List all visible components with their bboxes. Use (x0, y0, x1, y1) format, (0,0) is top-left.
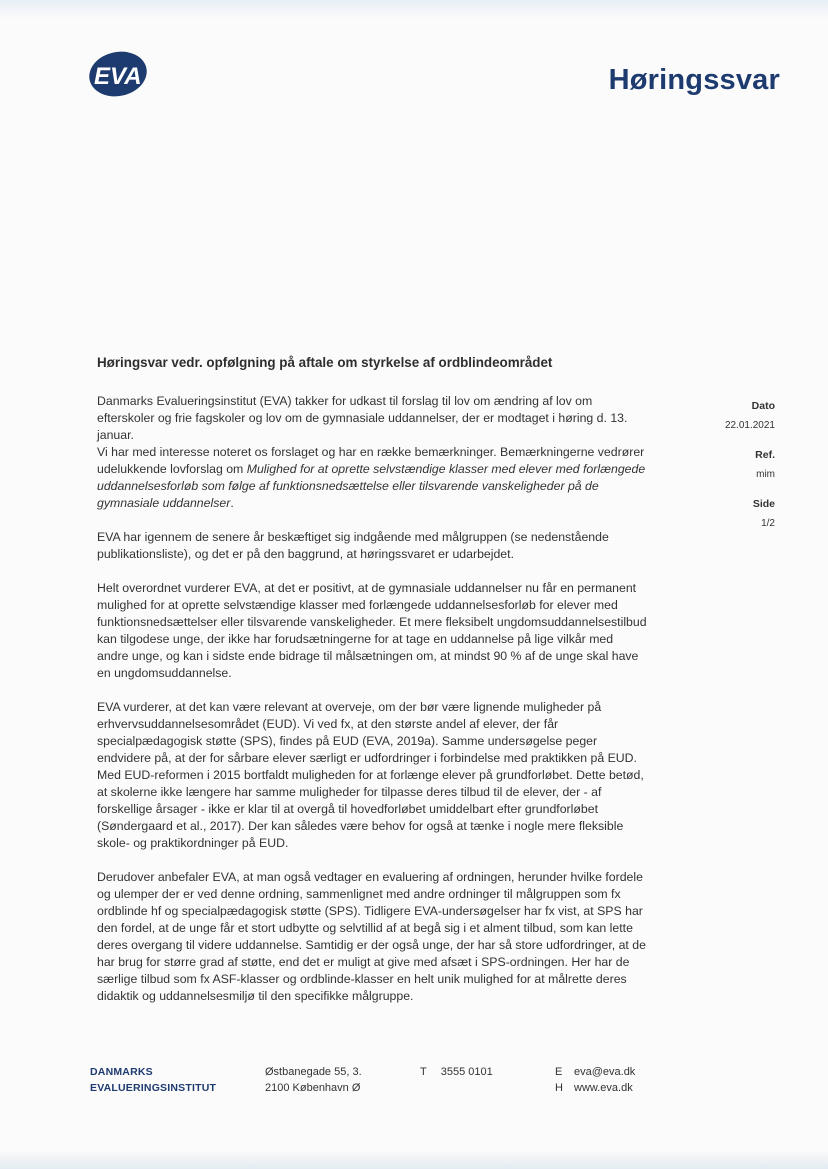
date-value: 22.01.2021 (724, 420, 775, 431)
web-key: H (555, 1082, 563, 1094)
document-type-title: Høringssvar (608, 64, 780, 96)
subject-heading: Høringsvar vedr. opfølgning på aftale om styrkelse af ordblindeområdet (97, 355, 553, 370)
letter-body (97, 393, 647, 1022)
email-key: E (555, 1066, 563, 1078)
paragraph-eud: EVA vurderer, at det kan være relevant at overveje, om der bør være lignende muligheder på erhvervsuddannelsesområdet (EUD). Vi ved fx, at den største andel af elever, der får specialpædagogisk støtte (SPS), findes på EUD (EVA, 2019a). Samme undersøgelse peger endvidere på, at der for sårbare elever særligt er udfordringer i forbindelse med praktikken på EUD. Med EUD-reformen i 2015 bortfaldt muligheden for at forlænge elever på grundforløbet. Dette betød, at skolerne ikke længere har samme muligheder for tilpasse deres tilbud til de elever, der - af forskellige årsager - ikke er klar til at overgå til hovedforløbet umiddelbart efter grundforløbet (Søndergaard et al., 2017). Der kan således være behov for også at tænke i nogle mere fleksible skole- og praktikordninger på EUD. (97, 700, 644, 850)
eva-logo (88, 49, 148, 99)
org-name-line2: EVALUERINGSINSTITUT (90, 1082, 217, 1094)
ref-value: mim (756, 469, 775, 480)
scan-edge-bottom (0, 1150, 828, 1169)
footer-contact (555, 1064, 635, 1096)
paragraph-evaluation: Derudover anbefaler EVA, at man også vedtager en evaluering af ordningen, herunder hvilke fordele og ulemper der er ved denne ordning, sammenlignet med andre ordninger til målgruppen som fx ordblinde hf og specialpædagogisk støtte (SPS). Tidligere EVA-undersøgelser har fx vist, at SPS har den fordel, at de unge får et stort udbytte og selvtillid af at begå sig i et alment tilbud, som kan lette deres overgang til videre uddannelse. Samtidig er der også unge, der har så store udfordringer, at de har brug for større grad af støtte, end det er muligt at give med afsæt i SPS-ordningen. Her har de særlige tilbud som fx ASF-klasser og ordblinde-klasser en helt unik mulighed for at målrette deres didaktik og uddannelsesmiljø til den specifikke målgruppe. (97, 870, 646, 1003)
date-label: Dato (751, 400, 775, 412)
email-link[interactable]: eva@eva.dk (574, 1066, 636, 1078)
footer (90, 1064, 650, 1104)
paragraph-intro-end: . (230, 496, 234, 510)
logo-text: EVA (94, 63, 142, 90)
ref-label: Ref. (755, 449, 775, 461)
footer-organization (90, 1064, 216, 1096)
org-name-line1: DANMARKS (90, 1066, 153, 1078)
phone-key: T (420, 1066, 427, 1078)
paragraph-intro (97, 393, 647, 512)
bill-title: Mulighed for at oprette selvstændige klasser med elever med forlængede uddannelsesforløb som følge af funktionsnedsættelse eller tilsvarende vanskeligheder på de gymnasiale uddannelser (97, 462, 646, 510)
paragraph-assessment: Helt overordnet vurderer EVA, at det er positivt, at de gymnasiale uddannelser nu får en permanent mulighed for at oprette selvstændige klasser med forlængede uddannelsesforløb for elever med funktionsnedsættelser eller tilsvarende vanskeligheder. Et mere fleksibelt ungdomsuddannelsestilbud kan tilgodese unge, der ikke har forudsætningerne for at tage en uddannelse på lige vilkår med andre unge, og kan i sidste ende bidrage til målsætningen om, at mindst 90 % af de unge skal have en ungdomsuddannelse. (97, 581, 647, 680)
footer-phone (420, 1064, 493, 1080)
scan-edge-top (0, 0, 828, 20)
phone-number: 3555 0101 (440, 1066, 493, 1078)
metadata-sidebar (655, 400, 775, 547)
page-label: Side (752, 498, 775, 510)
website-link[interactable]: www.eva.dk (574, 1082, 633, 1094)
footer-address (265, 1064, 362, 1096)
page-value: 1/2 (761, 518, 775, 529)
address-street: Østbanegade 55, 3. (265, 1066, 362, 1078)
address-city: 2100 København Ø (265, 1082, 361, 1094)
paragraph-intro-part2: Vi har med interesse noteret os forslaget og har en række bemærkninger. Bemærkningerne vedrører udelukkende lovforslag om (97, 445, 645, 476)
paragraph-intro-part1: Danmarks Evalueringsinstitut (EVA) takker for udkast til forslag til lov om ændring af lov om efterskoler og frie fagskoler og lov om de gymnasiale uddannelser, der er modtaget i høring d. 13. januar. (97, 394, 628, 442)
paragraph-background: EVA har igennem de senere år beskæftiget sig indgående med målgruppen (se nedenstående publikationsliste), og det er på den baggrund, at høringssvaret er udarbejdet. (97, 530, 609, 561)
